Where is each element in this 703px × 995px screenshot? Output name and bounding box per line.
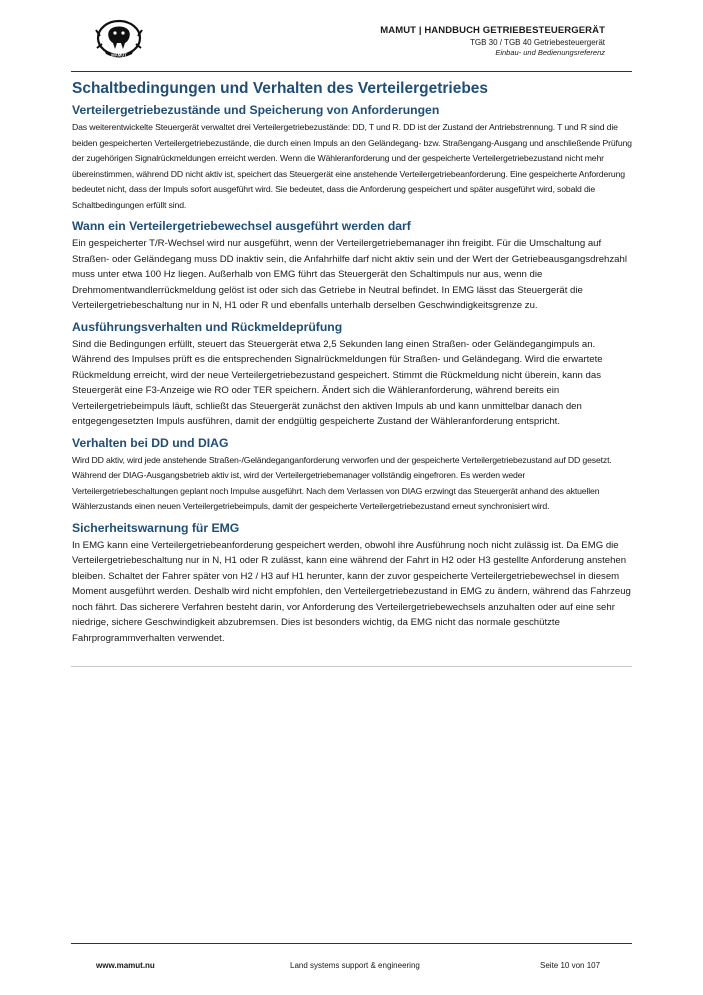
section-heading: Verteilergetriebezustände und Speicherung von Anforderungen	[72, 103, 440, 117]
header-divider	[71, 71, 632, 72]
section-body: Sind die Bedingungen erfüllt, steuert das Steuergerät etwa 2,5 Sekunden lang einen Straßen- oder Geländegangimpuls an. Während des Impulses prüft es die entsprechenden Signalrückmeldungen für Straßen- und Geländegang. Wird die erwartete Rückmeldung erreicht, wird der neue Verteilergetriebezustand gespeichert. Stimmt die Rückmeldung nicht überein, kann das Steuergerät eine F3-Anzeige wie RO oder TER speichern. Ändert sich die Wähleranforderung, während bereits ein Verteilergetriebeimpuls läuft, schließt das Steuergerät zunächst den aktiven Impuls ab und kann unmittelbar danach den entgegengesetzten Impuls ausführen, damit der endgültig gespeicherte Zustand der Wähleranforderung entspricht.	[72, 338, 603, 427]
section-body: In EMG kann eine Verteilergetriebeanforderung gespeichert werden, obwohl ihre Ausführung noch nicht zulässig ist. Da EMG die Verteilergetriebeschaltung nur in N, H1 oder R zulässt, kann eine während der Fahrt in H2 oder H3 gestellte Anforderung anstehen bleiben. Schaltet der Fahrer später von H2 / H3 auf H1 herunter, kann der zuvor gespeicherte Verteilergetriebewechsel in diesem Moment ausgeführt werden. Deshalb wird nicht empfohlen, den Verteilergetriebezustand in EMG zu ändern, während das Fahrzeug noch fährt. Das sicherere Verfahren besteht darin, vor Anforderung des Verteilergetriebewechsels anzuhalten oder auf eine sehr niedrige, sichere Geschwindigkeit abzubremsen. Dies ist besonders wichtig, da EMG nicht das normale geschützte Fahrprogrammverhalten verwendet.	[72, 539, 631, 644]
footer-website-link[interactable]: www.mamut.nu	[96, 961, 155, 970]
logo-text: MAMUT	[111, 52, 127, 58]
page-content	[71, 80, 632, 652]
content-end-divider	[71, 666, 632, 667]
document-header	[380, 25, 605, 57]
page-title: Schaltbedingungen und Verhalten des Verteilergetriebes	[72, 80, 489, 97]
page-number: Seite 10 von 107	[540, 961, 601, 970]
header-subtitle: TGB 30 / TGB 40 Getriebesteuergerät	[469, 38, 605, 47]
header-title: MAMUT | HANDBUCH GETRIEBESTEUERGERÄT	[380, 25, 605, 36]
footer-divider	[71, 943, 632, 944]
section-body: Ein gespeicherter T/R-Wechsel wird nur ausgeführt, wenn der Verteilergetriebemanager ihn freigibt. Für die Umschaltung auf Straßen- oder Geländegang muss DD inaktiv sein, die Anfahrhilfe darf nicht aktiv sein und der Wert der Getriebeausgangsdrehzahl muss unter etwa 100 Hz liegen. Außerhalb von EMG führt das Steuergerät den Schaltimpuls nur aus, wenn die Drehmomentwandlerrückmeldung gelöst ist oder sich das Getriebe in Neutral befindet. In EMG lässt das Steuergerät die Verteilergetriebeschaltung nur in N, H1 oder R und ebenfalls unterhalb derselben Geschwindigkeitsgrenze zu.	[72, 238, 627, 311]
header-reference: Einbau- und Bedienungsreferenz	[495, 48, 605, 57]
section-heading: Wann ein Verteilergetriebewechsel ausgeführt werden darf	[72, 219, 411, 233]
mamut-logo-icon	[94, 16, 144, 62]
section-body: Wird DD aktiv, wird jede anstehende Straßen-/Geländeganganforderung verworfen und der gespeicherte Verteilergetriebezustand auf DD gesetzt. Während der DIAG-Ausgangsbetrieb aktiv ist, wird der Verteilergetriebemanager vollständig eingefroren. Es werden weder Verteilergetriebeschaltungen geplant noch Impulse ausgeführt. Nach dem Verlassen von DIAG erzwingt das Steuergerät anhand des aktuellen Wählerzustands einen neuen Verteilergetriebeimpuls, damit der gespeicherte Verteilergetriebezustand erneut synchronisiert wird.	[72, 454, 612, 511]
section-heading: Ausführungsverhalten und Rückmeldeprüfung	[72, 319, 343, 334]
section-heading: Verhalten bei DD und DIAG	[72, 435, 229, 450]
section-heading: Sicherheitswarnung für EMG	[72, 520, 240, 535]
footer-tagline: Land systems support & engineering	[290, 961, 420, 970]
section-body: Das weiterentwickelte Steuergerät verwaltet drei Verteilergetriebezustände: DD, T und R. DD ist der Zustand der Antriebstrennung. T und R sind die beiden gespeicherten Verteilergetriebezustände, die durch einen Impuls an den Geländegang- bzw. Straßengang-Ausgang und anschließende Prüfung der zugehörigen Signalrückmeldungen erreicht werden. Wenn die Wähleranforderung und der gespeicherte Verteilergetriebezustand nicht mehr übereinstimmen, während DD nicht aktiv ist, speichert das Steuergerät eine anstehende Verteilergetriebeanforderung. Eine gespeicherte Anforderung bedeutet nicht, dass der Impuls sofort ausgeführt wird. Sie bedeutet, dass die Anforderung gespeichert und später ausgeführt wird, sobald die Schaltbedingungen erfüllt sind.	[72, 122, 632, 210]
